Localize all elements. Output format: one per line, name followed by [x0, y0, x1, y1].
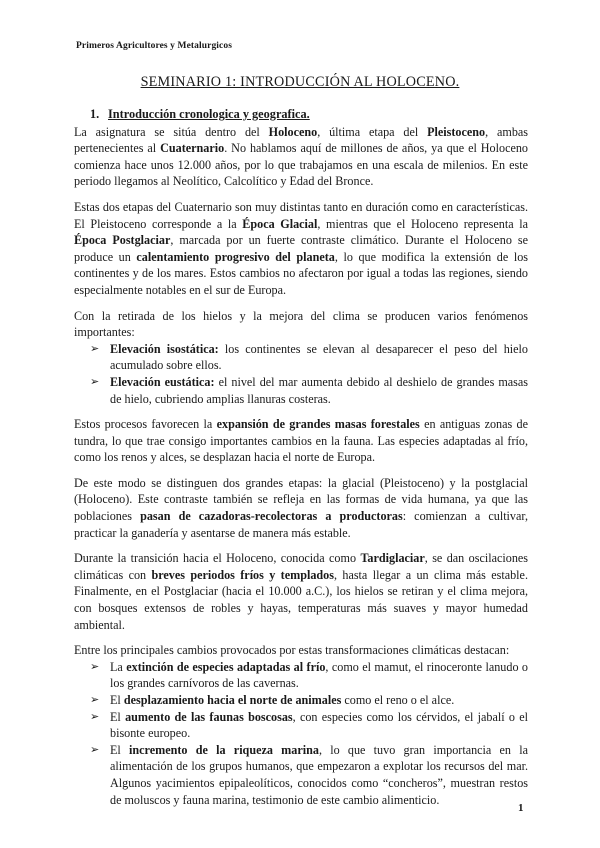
bold-term: aumento de las faunas boscosas: [125, 709, 293, 724]
bold-term: Época Glacial: [242, 216, 318, 231]
bold-term: Holoceno: [268, 124, 318, 139]
bold-term: Elevación isostática:: [110, 341, 219, 356]
bold-term: extinción de especies adaptadas al frío: [126, 659, 326, 674]
text: los continentes se elevan al desaparecer el peso del hielo acumulado sobre ellos.: [110, 341, 528, 373]
paragraph-4: [74, 416, 528, 466]
paragraph-3: Con la retirada de los hielos y la mejora del clima se producen varios fenómenos importantes:: [74, 308, 528, 340]
text: el nivel del mar aumenta debido al deshielo de grandes masas de hielo, cubriendo amplias llanuras costeras.: [110, 374, 529, 406]
text: Estas dos etapas del Cuaternario son muy distintas tanto en duración como en características. El Pleistoceno corresponde a la: [74, 199, 528, 231]
page-number: 1: [518, 802, 524, 814]
arrow-bullet-icon: ➢: [90, 341, 100, 355]
running-header: Primeros Agricultores y Metalurgicos: [76, 41, 232, 51]
bold-term: Elevación eustática:: [110, 374, 215, 389]
bold-term: Época Postglaciar: [74, 233, 171, 248]
list-item: [74, 341, 528, 374]
bold-term: pasan de cazadoras-recolectoras a productoras: [140, 509, 403, 524]
list-item: [74, 659, 528, 692]
text: como el reno o el alce.: [341, 693, 455, 707]
paragraph-6: [74, 550, 528, 633]
bold-term: Tardiglaciar: [360, 551, 425, 566]
text: De este modo se distinguen dos grandes etapas: la glacial (Pleistoceno) y la postglacial (Holoceno). Este contraste también se refleja en las formas de vida humana, ya que las poblaciones: [74, 475, 528, 524]
text: , última etapa del: [317, 124, 428, 139]
text: , con especies como los cérvidos, el jabalí o el bisonte europeo.: [110, 709, 528, 741]
text: , mientras que el Holoceno representa la: [317, 216, 528, 231]
paragraph-7: Entre los principales cambios provocados por estas transformaciones climáticas destacan:: [74, 643, 510, 658]
bold-term: expansión de grandes masas forestales: [216, 417, 420, 432]
bullet-list-1: [74, 341, 528, 407]
bold-term: Cuaternario: [160, 141, 225, 156]
section-heading: [90, 106, 528, 123]
paragraph-5: [74, 475, 528, 541]
arrow-bullet-icon: ➢: [90, 693, 100, 706]
text: La: [110, 659, 127, 674]
list-item: [74, 742, 528, 808]
text: Estos procesos favorecen la: [74, 417, 217, 432]
text: , marcada por un fuerte contraste climático. Durante el Holoceno se produce un: [74, 233, 528, 264]
text: El: [110, 693, 124, 707]
text: , hasta llegar a un clima más estable. Finalmente, en el Postglaciar (hacia el 10.000 a.C.), los hielos se retiran y el clima mejora, con bosques extensos de robles y hayas, temperaturas más suaves y mayor humedad ambiental.: [74, 567, 528, 632]
list-item: [74, 692, 528, 709]
text: , lo que tuvo gran importancia en la alimentación de los grupos humanos, que empezaron a explotar los recursos del mar. Algunos yacimientos epipaleolíticos, conocidos como “concheros”, muestran restos de moluscos y fauna marina, testimonio de este cambio alimenticio.: [110, 742, 529, 807]
text: , como el mamut, el rinoceronte lanudo o los grandes carnívoros de las cavernas.: [110, 659, 529, 691]
text: , lo que modifica la extensión de los continentes y de los mares. Estos cambios no afectaron por igual a todas las regiones, siendo especialmente notables en el sur de Europa.: [74, 249, 528, 297]
bullet-list-2: [74, 659, 528, 808]
arrow-bullet-icon: ➢: [90, 742, 100, 756]
bold-term: desplazamiento hacia el norte de animales: [123, 693, 342, 707]
list-item: [74, 709, 528, 742]
text: Durante la transición hacia el Holoceno, conocida como: [74, 551, 361, 566]
paragraph-1: [74, 124, 528, 190]
text: , se dan oscilaciones climáticas con: [74, 551, 528, 582]
text: , ambas pertenecientes al: [74, 124, 529, 156]
text: El: [110, 742, 130, 757]
list-item: [74, 374, 528, 407]
text: . No hablamos aquí de millones de años, ya que el Holoceno comienza hace unos 12.000 años, por lo que trabajamos en una escala de milenios. En este periodo llegamos al Neolítico, Calcolítico y Edad del Bronce.: [74, 141, 528, 189]
text: La asignatura se sitúa dentro del: [74, 124, 269, 139]
bold-term: breves periodos fríos y templados: [151, 567, 334, 582]
bold-term: incremento de la riqueza marina: [129, 742, 319, 757]
bold-term: calentamiento progresivo del planeta: [136, 249, 335, 264]
document-body: [74, 106, 528, 817]
arrow-bullet-icon: ➢: [90, 659, 100, 673]
paragraph-2: [74, 199, 528, 299]
arrow-bullet-icon: ➢: [90, 374, 100, 388]
text: : comienzan a cultivar, practicar la ganadería y asentarse de manera más estable.: [74, 509, 528, 540]
arrow-bullet-icon: ➢: [90, 709, 100, 723]
text: en antiguas zonas de tundra, lo que trae consigo importantes cambios en la fauna. Las especies adaptadas al frío, como los renos y alces, se desplazan hacia el norte de Europa.: [74, 417, 528, 465]
section-number: 1.: [90, 107, 100, 121]
page-title: SEMINARIO 1: INTRODUCCIÓN AL HOLOCENO.: [140, 74, 460, 90]
section-heading-text: Introducción cronologica y geografica.: [108, 107, 310, 121]
text: El: [110, 709, 126, 724]
bold-term: Pleistoceno: [427, 124, 486, 139]
